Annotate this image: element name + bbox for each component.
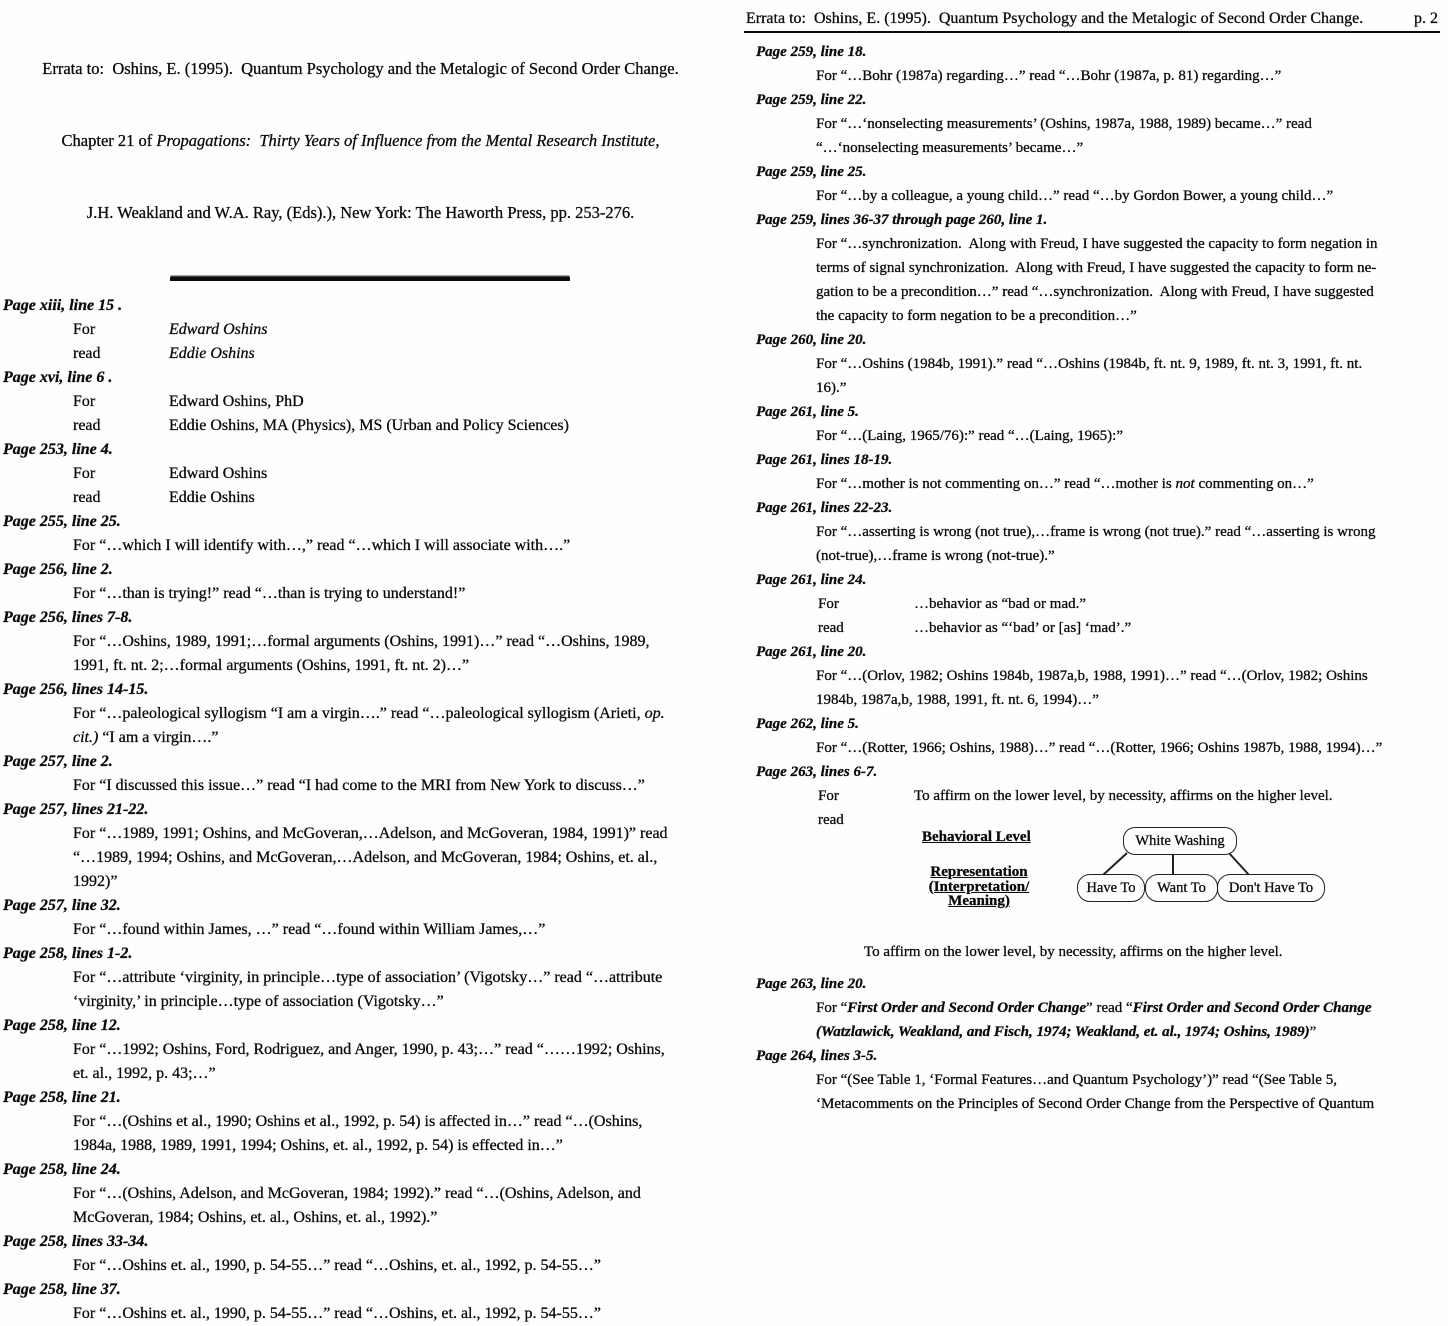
text-segment: Edward Oshins bbox=[169, 320, 268, 338]
for-read-label: For bbox=[73, 392, 96, 410]
entry-text-line bbox=[816, 280, 1440, 304]
text-segment: “I am a virgin….” bbox=[98, 728, 219, 746]
entry-text-line bbox=[73, 1062, 718, 1086]
entry-text-line bbox=[816, 424, 1440, 448]
diagram-node-root: White Washing bbox=[1123, 827, 1237, 855]
text-segment: For “…than is trying!” read “…than is trying to understand!” bbox=[73, 584, 466, 602]
book-title: Propagations: Thirty Years of Influence from the Mental Research Institute, bbox=[156, 131, 660, 150]
document-title-block bbox=[3, 9, 718, 273]
entry-text-line bbox=[816, 376, 1440, 400]
entry-page-heading: Page 258, lines 33-34. bbox=[3, 1232, 149, 1250]
entry-text-line bbox=[73, 534, 718, 558]
text-segment: ” read “ bbox=[1086, 1000, 1133, 1016]
for-read-row bbox=[73, 486, 718, 510]
entry-page-heading: Page 261, lines 22-23. bbox=[756, 500, 893, 516]
diagram-node-child: Want To bbox=[1145, 874, 1218, 902]
entry-text-line bbox=[73, 774, 718, 798]
entry-text-line bbox=[816, 472, 1440, 496]
text-segment: For “…(Laing, 1965/76):” read “…(Laing, 1965):” bbox=[816, 428, 1123, 444]
text-segment: op. bbox=[644, 704, 665, 722]
errata-page-1 bbox=[0, 0, 724, 1322]
errata-entry bbox=[3, 294, 718, 366]
entry-text-line bbox=[816, 996, 1440, 1020]
entry-page-heading: Page 258, line 37. bbox=[3, 1280, 121, 1298]
text-segment: terms of signal synchronization. Along with Freud, I have suggested the capacity to form ne- bbox=[816, 260, 1377, 276]
entry-text-line bbox=[73, 654, 718, 678]
text-segment: For “…Oshins (1984b, 1991).” read “…Oshins (1984b, ft. nt. 9, 1989, ft. nt. 3, 1991, ft. nt. bbox=[816, 356, 1363, 372]
text-segment: ” bbox=[1309, 1024, 1317, 1040]
text-segment: For “…(Orlov, 1982; Oshins 1984b, 1987a,b, 1988, 1991)…” read “…(Orlov, 1982; Oshins bbox=[816, 668, 1368, 684]
text-segment: For “…(Oshins et al., 1990; Oshins et al., 1992, p. 54) is affected in…” read “…(Oshins, bbox=[73, 1112, 643, 1130]
entry-text-line bbox=[816, 1020, 1440, 1044]
entry-text-line bbox=[73, 990, 718, 1014]
text-segment: McGoveran, 1984; Oshins, et. al., Oshins, et. al., 1992).” bbox=[73, 1208, 438, 1226]
errata-entry bbox=[3, 678, 718, 750]
errata-entry bbox=[3, 1230, 718, 1278]
title-line-3: J.H. Weakland and W.A. Ray, (Eds).), New York: The Haworth Press, pp. 253-276. bbox=[86, 203, 635, 222]
entry-page-heading: Page 253, line 4. bbox=[3, 440, 113, 458]
errata-entry bbox=[756, 448, 1440, 496]
text-segment: For “…asserting is wrong (not true),…frame is wrong (not true).” read “…asserting is wrong bbox=[816, 524, 1376, 540]
text-segment: For “…Oshins et. al., 1990, p. 54-55…” read “…Oshins, et. al., 1992, p. 54-55…” bbox=[73, 1256, 601, 1274]
text-segment: Eddie Oshins bbox=[169, 488, 255, 506]
text-segment: For “…found within James, …” read “…found within William James,…” bbox=[73, 920, 546, 938]
text-segment: For “…Oshins et. al., 1990, p. 54-55…” read “…Oshins, et. al., 1992, p. 54-55…” bbox=[73, 1304, 601, 1322]
errata-entry bbox=[756, 496, 1440, 568]
entry-text-line bbox=[73, 846, 718, 870]
text-segment: cit.) bbox=[73, 728, 99, 746]
text-segment: For “…which I will identify with…,” read “…which I will associate with….” bbox=[73, 536, 571, 554]
entry-page-heading: Page 258, line 21. bbox=[3, 1088, 121, 1106]
text-segment: commenting on…” bbox=[1194, 476, 1314, 492]
entry-page-heading: Page 256, lines 7-8. bbox=[3, 608, 133, 626]
entry-text-line bbox=[73, 1206, 718, 1230]
header-divider-rule bbox=[170, 277, 570, 281]
text-segment: Eddie Oshins, MA (Physics), MS (Urban and Policy Sciences) bbox=[169, 416, 569, 434]
for-read-label: For bbox=[818, 788, 839, 804]
entry-page-heading: Page 257, line 2. bbox=[3, 752, 113, 770]
entry-text-line bbox=[816, 664, 1440, 688]
errata-entry bbox=[3, 798, 718, 894]
diagram-label-behavioral-level: Behavioral Level bbox=[922, 829, 1031, 845]
title-line-2 bbox=[3, 129, 718, 153]
text-segment: “…‘nonselecting measurements’ became…” bbox=[816, 140, 1084, 156]
for-read-label: read bbox=[73, 488, 101, 506]
behavioral-level-diagram bbox=[756, 826, 1440, 940]
errata-entry bbox=[3, 606, 718, 678]
errata-entry bbox=[3, 510, 718, 558]
for-read-row bbox=[73, 414, 718, 438]
entry-text-line bbox=[816, 184, 1440, 208]
entry-text-line bbox=[816, 688, 1440, 712]
text-segment: not bbox=[1175, 476, 1195, 492]
entry-page-heading: Page 258, line 12. bbox=[3, 1016, 121, 1034]
text-segment: Edward Oshins, PhD bbox=[169, 392, 304, 410]
text-segment: For “…mother is not commenting on…” read “…mother is bbox=[816, 476, 1176, 492]
errata-list-page-2 bbox=[756, 40, 1440, 1116]
text-segment: the capacity to form negation to be a precondition…” bbox=[816, 308, 1137, 324]
text-segment: For “…by a colleague, a young child…” read “…by Gordon Bower, a young child…” bbox=[816, 188, 1334, 204]
text-segment: To affirm on the lower level, by necessity, affirms on the higher level. bbox=[864, 944, 1283, 960]
entry-page-heading: Page xiii, line 15 . bbox=[3, 296, 123, 314]
for-read-row bbox=[73, 462, 718, 486]
errata-entry bbox=[756, 400, 1440, 448]
errata-entry bbox=[3, 438, 718, 510]
for-read-row bbox=[818, 784, 1440, 808]
text-segment: Edward Oshins bbox=[169, 464, 268, 482]
entry-page-heading: Page 260, line 20. bbox=[756, 332, 867, 348]
entry-text-line bbox=[816, 136, 1440, 160]
errata-entry bbox=[756, 88, 1440, 160]
title-line-2-prefix: Chapter 21 of bbox=[61, 131, 157, 150]
entry-text-line bbox=[73, 630, 718, 654]
title-line-1: Errata to: Oshins, E. (1995). Quantum Psychology and the Metalogic of Second Order Change. bbox=[42, 59, 679, 78]
text-segment: For “…paleological syllogism “I am a virgin….” read “…paleological syllogism (Arieti, bbox=[73, 704, 645, 722]
entry-page-heading: Page 258, line 24. bbox=[3, 1160, 121, 1178]
diagram-node-child: Have To bbox=[1077, 874, 1145, 902]
text-segment: For “…Bohr (1987a) regarding…” read “…Bohr (1987a, p. 81) regarding…” bbox=[816, 68, 1282, 84]
errata-entry bbox=[3, 750, 718, 798]
text-segment: For “…Oshins, 1989, 1991;…formal arguments (Oshins, 1991)…” read “…Oshins, 1989, bbox=[73, 632, 650, 650]
entry-page-heading: Page 259, line 18. bbox=[756, 44, 867, 60]
text-segment: For “…1992; Oshins, Ford, Rodriguez, and Anger, 1990, p. 43;…” read “……1992; Oshins, bbox=[73, 1040, 665, 1058]
running-header-title: Errata to: Oshins, E. (1995). Quantum Psychology and the Metalogic of Second Order Change. bbox=[746, 10, 1364, 27]
text-segment: …behavior as “bad or mad.” bbox=[914, 596, 1087, 612]
entry-page-heading: Page 256, line 2. bbox=[3, 560, 113, 578]
text-segment: For “…(Rotter, 1966; Oshins, 1988)…” read “…(Rotter, 1966; Oshins 1987b, 1988, 1994)…” bbox=[816, 740, 1383, 756]
running-header-page-number: p. 2 bbox=[1414, 10, 1438, 27]
text-segment: 1984b, 1987a,b, 1988, 1991, ft. nt. 6, 1994)…” bbox=[816, 692, 1099, 708]
for-read-label: read bbox=[73, 416, 101, 434]
text-segment: For “ bbox=[816, 1000, 848, 1016]
errata-entry bbox=[756, 328, 1440, 400]
entry-text-line bbox=[816, 64, 1440, 88]
diagram-label-line: Meaning) bbox=[948, 893, 1010, 909]
text-segment: For “…‘nonselecting measurements’ (Oshins, 1987a, 1988, 1989) became…” read bbox=[816, 116, 1312, 132]
for-read-label: read bbox=[818, 620, 844, 636]
entry-text-line bbox=[73, 1134, 718, 1158]
text-segment: 1984a, 1988, 1989, 1991, 1994; Oshins, et. al., 1992, p. 54) is effected in…” bbox=[73, 1136, 563, 1154]
diagram-label-line: (Interpretation/ bbox=[928, 878, 1030, 895]
entry-text-line bbox=[816, 736, 1440, 760]
text-segment: 1992)” bbox=[73, 872, 118, 890]
entry-page-heading: Page 258, lines 1-2. bbox=[3, 944, 133, 962]
entry-page-heading: Page 261, line 24. bbox=[756, 572, 867, 588]
text-segment: To affirm on the lower level, by necessity, affirms on the higher level. bbox=[914, 788, 1333, 804]
entry-text-line bbox=[816, 232, 1440, 256]
entry-text-line bbox=[73, 1254, 718, 1278]
entry-text-line bbox=[73, 702, 718, 726]
entry-page-heading: Page xvi, line 6 . bbox=[3, 368, 113, 386]
entry-page-heading: Page 263, lines 6-7. bbox=[756, 764, 878, 780]
errata-entry bbox=[3, 1278, 718, 1326]
entry-text-line bbox=[816, 1092, 1440, 1116]
for-read-label: For bbox=[73, 464, 96, 482]
text-segment: First Order and Second Order Change bbox=[1132, 1000, 1372, 1016]
diagram-label-line: Representation bbox=[930, 864, 1028, 880]
entry-page-heading: Page 264, lines 3-5. bbox=[756, 1048, 878, 1064]
diagram-node-child: Don't Have To bbox=[1217, 874, 1325, 902]
text-segment: For “…(Oshins, Adelson, and McGoveran, 1984; 1992).” read “…(Oshins, Adelson, and bbox=[73, 1184, 641, 1202]
errata-entry bbox=[756, 1044, 1440, 1116]
entry-text-line bbox=[816, 1068, 1440, 1092]
entry-text-line bbox=[73, 582, 718, 606]
errata-entry bbox=[756, 208, 1440, 328]
errata-page-2 bbox=[724, 0, 1448, 1122]
for-read-row bbox=[818, 592, 1440, 616]
for-read-row bbox=[73, 342, 718, 366]
text-segment: 1991, ft. nt. 2;…formal arguments (Oshins, 1991, ft. nt. 2)…” bbox=[73, 656, 470, 674]
errata-entry bbox=[756, 972, 1440, 1044]
errata-entry bbox=[756, 760, 1440, 964]
entry-text-line bbox=[73, 870, 718, 894]
entry-page-heading: Page 259, lines 36-37 through page 260, line 1. bbox=[756, 212, 1048, 228]
entry-page-heading: Page 263, line 20. bbox=[756, 976, 867, 992]
entry-text-line bbox=[73, 726, 718, 750]
text-segment: et. al., 1992, p. 43;…” bbox=[73, 1064, 216, 1082]
for-read-row bbox=[73, 390, 718, 414]
entry-text-line bbox=[73, 1302, 718, 1326]
text-segment: For “I discussed this issue…” read “I had come to the MRI from New York to discuss…” bbox=[73, 776, 645, 794]
text-segment: First Order and Second Order Change bbox=[847, 1000, 1087, 1016]
entry-text-line bbox=[816, 352, 1440, 376]
entry-text-line bbox=[73, 918, 718, 942]
entry-page-heading: Page 255, line 25. bbox=[3, 512, 121, 530]
text-segment: ‘Metacomments on the Principles of Second Order Change from the Perspective of Quantum bbox=[816, 1096, 1375, 1112]
text-segment: gation to be a precondition…” read “…synchronization. Along with Freud, I have suggested bbox=[816, 284, 1374, 300]
errata-list-page-1 bbox=[3, 294, 718, 1326]
errata-entry bbox=[756, 712, 1440, 760]
entry-text-line bbox=[816, 112, 1440, 136]
for-read-label: read bbox=[73, 344, 101, 362]
entry-page-heading: Page 259, line 25. bbox=[756, 164, 867, 180]
errata-entry bbox=[3, 558, 718, 606]
errata-entry bbox=[756, 40, 1440, 88]
entry-page-heading: Page 261, line 5. bbox=[756, 404, 859, 420]
text-segment: ‘virginity,’ in principle…type of association (Vigotsky…” bbox=[73, 992, 444, 1010]
for-read-row bbox=[73, 318, 718, 342]
errata-entry bbox=[756, 640, 1440, 712]
errata-entry bbox=[3, 1158, 718, 1230]
errata-entry bbox=[3, 942, 718, 1014]
entry-page-heading: Page 262, line 5. bbox=[756, 716, 859, 732]
for-read-label: For bbox=[818, 596, 839, 612]
entry-text-line bbox=[816, 520, 1440, 544]
entry-page-heading: Page 261, lines 18-19. bbox=[756, 452, 893, 468]
entry-text-line bbox=[73, 1038, 718, 1062]
entry-page-heading: Page 257, lines 21-22. bbox=[3, 800, 149, 818]
running-header bbox=[744, 8, 1440, 33]
text-segment: “…1989, 1994; Oshins, and McGoveran,…Adelson, and McGoveran, 1984; Oshins, et. al., bbox=[73, 848, 658, 866]
entry-text-line bbox=[816, 544, 1440, 568]
text-segment: Eddie Oshins bbox=[169, 344, 255, 362]
text-segment: For “…attribute ‘virginity, in principle…type of association’ (Vigotsky…” read “…attribute bbox=[73, 968, 663, 986]
errata-entry bbox=[3, 1014, 718, 1086]
entry-text-line bbox=[73, 966, 718, 990]
text-segment: For “…synchronization. Along with Freud, I have suggested the capacity to form negation in bbox=[816, 236, 1378, 252]
text-segment: For “(See Table 1, ‘Formal Features…and Quantum Psychology’)” read “(See Table 5, bbox=[816, 1072, 1337, 1088]
errata-entry bbox=[756, 160, 1440, 208]
text-segment: (not-true),…frame is wrong (not-true).” bbox=[816, 548, 1055, 564]
errata-entry bbox=[756, 568, 1440, 640]
entry-page-heading: Page 257, line 32. bbox=[3, 896, 121, 914]
entry-text-line bbox=[73, 1182, 718, 1206]
entry-text-line bbox=[816, 304, 1440, 328]
entry-page-heading: Page 256, lines 14-15. bbox=[3, 680, 149, 698]
text-segment: For “…1989, 1991; Oshins, and McGoveran,…Adelson, and McGoveran, 1984, 1991)” read bbox=[73, 824, 668, 842]
entry-centered-line bbox=[864, 940, 1440, 964]
entry-page-heading: Page 259, line 22. bbox=[756, 92, 867, 108]
text-segment: 16).” bbox=[816, 380, 847, 396]
text-segment: …behavior as “‘bad’ or [as] ‘mad’.” bbox=[914, 620, 1132, 636]
entry-text-line bbox=[816, 256, 1440, 280]
entry-text-line bbox=[73, 822, 718, 846]
errata-entry bbox=[3, 894, 718, 942]
for-read-row bbox=[818, 616, 1440, 640]
entry-page-heading: Page 261, line 20. bbox=[756, 644, 867, 660]
text-segment: (Watzlawick, Weakland, and Fisch, 1974; Weakland, et. al., 1974; Oshins, 1989) bbox=[816, 1024, 1310, 1040]
errata-entry bbox=[3, 366, 718, 438]
for-read-label: read bbox=[818, 812, 844, 828]
for-read-label: For bbox=[73, 320, 96, 338]
